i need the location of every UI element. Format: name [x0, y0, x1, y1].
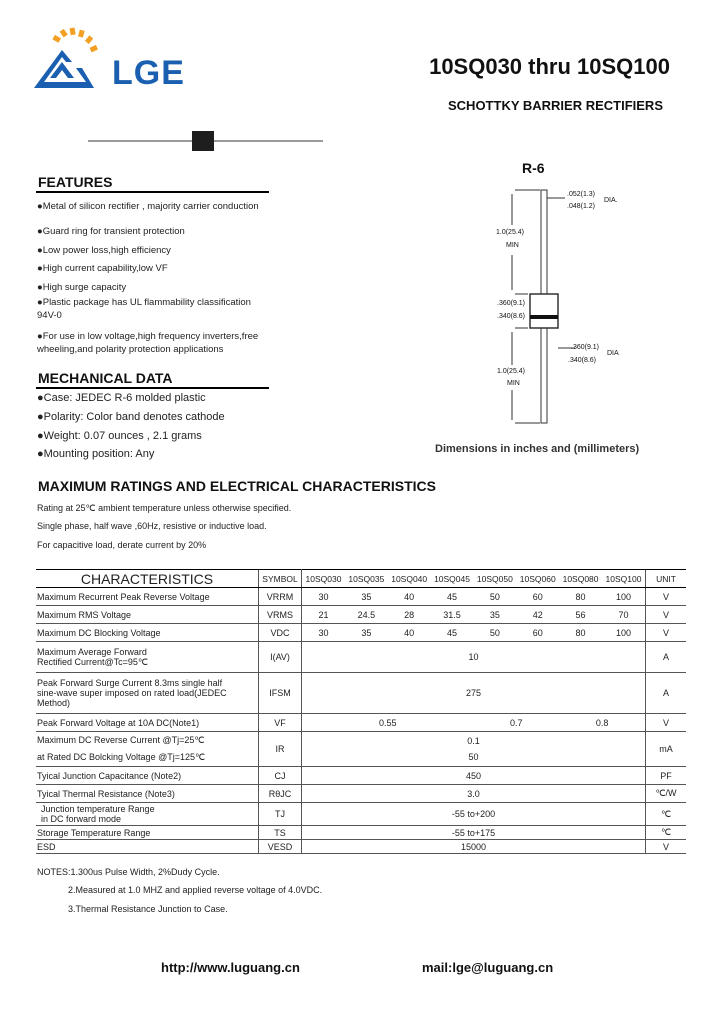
param-cell: Storage Temperature Range	[36, 826, 259, 840]
param-cell: Maximum Recurrent Peak Reverse Voltage	[36, 588, 259, 606]
unit-cell: ℃/W	[646, 785, 687, 803]
param-line: Junction temperature Range	[41, 804, 155, 814]
characteristics-table	[36, 569, 686, 854]
value-cell: 15000	[302, 840, 646, 854]
dim-lead-len2: 1.0(25.4)	[497, 368, 526, 375]
param-cell: Maximum DC Blocking Voltage	[36, 624, 259, 642]
table-row	[36, 840, 686, 854]
value-cell: 50	[473, 624, 516, 642]
email-link[interactable]: mail:lge@luguang.cn	[422, 960, 554, 975]
value-cell: 10	[302, 642, 646, 673]
unit-cell: mA	[646, 732, 687, 767]
part-header: 10SQ035	[345, 570, 388, 588]
value-cell: 35	[473, 606, 516, 624]
param-line: at Rated DC Bolcking Voltage @Tj=125℃	[37, 752, 206, 762]
value-cell: 0.8	[559, 714, 645, 732]
features-rule	[36, 191, 269, 193]
symbol-cell: VRMS	[259, 606, 302, 624]
symbol-cell: IFSM	[259, 673, 302, 714]
dim-body-len2: .340(8.6)	[497, 313, 526, 320]
feature-item: ●High current capability,low VF	[37, 263, 168, 274]
unit-cell: V	[646, 840, 687, 854]
value-cell: 35	[345, 588, 388, 606]
param-cell: Maximum RMS Voltage	[36, 606, 259, 624]
dim-body-dia1: .360(9.1)	[571, 344, 600, 351]
value-cell: 35	[345, 624, 388, 642]
footnote: NOTES:1.300us Pulse Width, 2%Dudy Cycle.	[37, 867, 220, 877]
feature-item: ●High surge capacity	[37, 282, 127, 293]
unit-cell: PF	[646, 767, 687, 785]
part-header: 10SQ045	[431, 570, 474, 588]
table-row	[36, 803, 686, 826]
table-row	[36, 785, 686, 803]
symbol-cell: VESD	[259, 840, 302, 854]
value-cell: 80	[559, 624, 602, 642]
value-cell: 45	[431, 588, 474, 606]
page-title: 10SQ030 thru 10SQ100	[429, 54, 670, 79]
value-cell: 60	[516, 624, 559, 642]
value-cell	[302, 732, 646, 767]
package-label: R-6	[522, 160, 545, 176]
page-subtitle: SCHOTTKY BARRIER RECTIFIERS	[448, 98, 663, 113]
characteristics-header: CHARACTERISTICS	[36, 570, 259, 588]
value-cell: 275	[302, 673, 646, 714]
feature-item: ●For use in low voltage,high frequency inverters,free wheeling,and polarity protection applications	[37, 331, 259, 355]
value-cell: -55 to+200	[302, 803, 646, 826]
value-cell: 45	[431, 624, 474, 642]
symbol-cell: TS	[259, 826, 302, 840]
ratings-heading: MAXIMUM RATINGS AND ELECTRICAL CHARACTERISTICS	[38, 478, 436, 494]
param-cell: Peak Forward Voltage at 10A DC(Note1)	[36, 714, 259, 732]
part-header: 10SQ100	[602, 570, 646, 588]
symbol-cell: VDC	[259, 624, 302, 642]
unit-cell: A	[646, 673, 687, 714]
rating-note: Single phase, half wave ,60Hz, resistive or inductive load.	[37, 521, 267, 531]
value-cell: 100	[602, 588, 646, 606]
table-row	[36, 624, 686, 642]
value-cell: 80	[559, 588, 602, 606]
param-cell	[36, 732, 259, 767]
symbol-cell: TJ	[259, 803, 302, 826]
table-row	[36, 826, 686, 840]
diode-image	[88, 130, 323, 152]
unit-cell: V	[646, 588, 687, 606]
footnote: 2.Measured at 1.0 MHZ and applied reverse voltage of 4.0VDC.	[68, 885, 323, 895]
value-cell: 30	[302, 588, 345, 606]
param-line: Rectified Current@Tc=95℃	[37, 656, 149, 667]
footnote: 3.Thermal Resistance Junction to Case.	[68, 904, 228, 914]
mechanical-item: ●Polarity: Color band denotes cathode	[37, 411, 225, 423]
param-line: Maximum DC Reverse Current @Tj=25℃	[37, 735, 205, 745]
feature-item: ●Metal of silicon rectifier , majority carrier conduction	[37, 201, 259, 212]
table-row	[36, 642, 686, 673]
dim-lead-len: 1.0(25.4)	[496, 229, 525, 236]
value-cell: -55 to+175	[302, 826, 646, 840]
symbol-cell: IR	[259, 732, 302, 767]
features-heading: FEATURES	[38, 174, 113, 190]
value-cell: 30	[302, 624, 345, 642]
rating-note: For capacitive load, derate current by 20%	[37, 540, 207, 550]
value-cell: 56	[559, 606, 602, 624]
table-row	[36, 767, 686, 785]
table-row	[36, 732, 686, 767]
dim-dia-label: DIA.	[604, 197, 618, 204]
unit-cell: ℃	[646, 826, 687, 840]
value-cell: 50	[473, 588, 516, 606]
value-cell: 450	[302, 767, 646, 785]
param-cell: Tyical Thermal Resistance (Note3)	[36, 785, 259, 803]
value-cell: 0.7	[473, 714, 559, 732]
symbol-cell: RθJC	[259, 785, 302, 803]
dim-body-dia2: .340(8.6)	[568, 357, 597, 364]
part-header: 10SQ040	[388, 570, 431, 588]
part-header: 10SQ060	[516, 570, 559, 588]
param-line: in DC forward mode	[41, 814, 122, 824]
dim-lead-dia: .052(1.3)	[567, 191, 596, 198]
symbol-header: SYMBOL	[259, 570, 302, 588]
table-row	[36, 606, 686, 624]
website-link[interactable]: http://www.luguang.cn	[161, 960, 300, 975]
param-cell	[36, 673, 259, 714]
value-cell: 24.5	[345, 606, 388, 624]
unit-cell: V	[646, 624, 687, 642]
param-cell	[36, 803, 259, 826]
dim-body-len1: .360(9.1)	[497, 300, 526, 307]
dim-min2: MIN	[507, 380, 520, 387]
part-header: 10SQ030	[302, 570, 345, 588]
symbol-cell: I(AV)	[259, 642, 302, 673]
param-cell: Tyical Junction Capacitance (Note2)	[36, 767, 259, 785]
value-cell: 70	[602, 606, 646, 624]
dimension-caption: Dimensions in inches and (millimeters)	[435, 443, 640, 455]
rating-note: Rating at 25℃ ambient temperature unless otherwise specified.	[37, 503, 292, 513]
unit-header: UNIT	[646, 570, 687, 588]
mechanical-rule	[36, 387, 269, 389]
dim-min: MIN	[506, 242, 519, 249]
value-cell: 40	[388, 588, 431, 606]
package-dimension-drawing	[440, 180, 640, 440]
lge-logo-icon	[30, 26, 110, 92]
part-header: 10SQ050	[473, 570, 516, 588]
value-cell: 0.55	[302, 714, 474, 732]
part-header: 10SQ080	[559, 570, 602, 588]
mechanical-heading: MECHANICAL DATA	[38, 370, 173, 386]
symbol-cell: VRRM	[259, 588, 302, 606]
param-line: Method)	[37, 698, 71, 708]
table-row	[36, 714, 686, 732]
mechanical-item: ●Mounting position: Any	[37, 448, 155, 460]
symbol-cell: CJ	[259, 767, 302, 785]
feature-item: ●Low power loss,high efficiency	[37, 245, 171, 256]
feature-item: ●Guard ring for transient protection	[37, 226, 185, 237]
value-cell: 21	[302, 606, 345, 624]
unit-cell: ℃	[646, 803, 687, 826]
dim-lead-dia2: .048(1.2)	[567, 203, 596, 210]
logo-text: LGE	[112, 54, 185, 92]
value-cell: 100	[602, 624, 646, 642]
unit-cell: A	[646, 642, 687, 673]
table-header-row	[36, 570, 686, 588]
unit-cell: V	[646, 606, 687, 624]
value-cell: 40	[388, 624, 431, 642]
param-line: Peak Forward Surge Current 8.3ms single half	[37, 678, 223, 688]
value-cell: 31.5	[431, 606, 474, 624]
param-line: sine-wave super imposed on rated load(JEDEC	[37, 688, 227, 698]
value-cell: 3.0	[302, 785, 646, 803]
dim-body-dia-label: DIA	[607, 350, 619, 357]
mechanical-item: ●Weight: 0.07 ounces , 2.1 grams	[37, 430, 202, 442]
value-line: 0.1	[467, 736, 480, 746]
mechanical-item: ●Case: JEDEC R-6 molded plastic	[37, 392, 206, 404]
value-line: 50	[468, 752, 479, 762]
value-cell: 60	[516, 588, 559, 606]
unit-cell: V	[646, 714, 687, 732]
feature-item: ●Plastic package has UL flammability classification 94V-0	[37, 297, 251, 321]
value-cell: 28	[388, 606, 431, 624]
param-line: Maximum Average Forward	[37, 646, 147, 657]
symbol-cell: VF	[259, 714, 302, 732]
table-row	[36, 588, 686, 606]
param-cell: ESD	[36, 840, 259, 854]
value-cell: 42	[516, 606, 559, 624]
table-row	[36, 673, 686, 714]
param-cell	[36, 642, 259, 673]
